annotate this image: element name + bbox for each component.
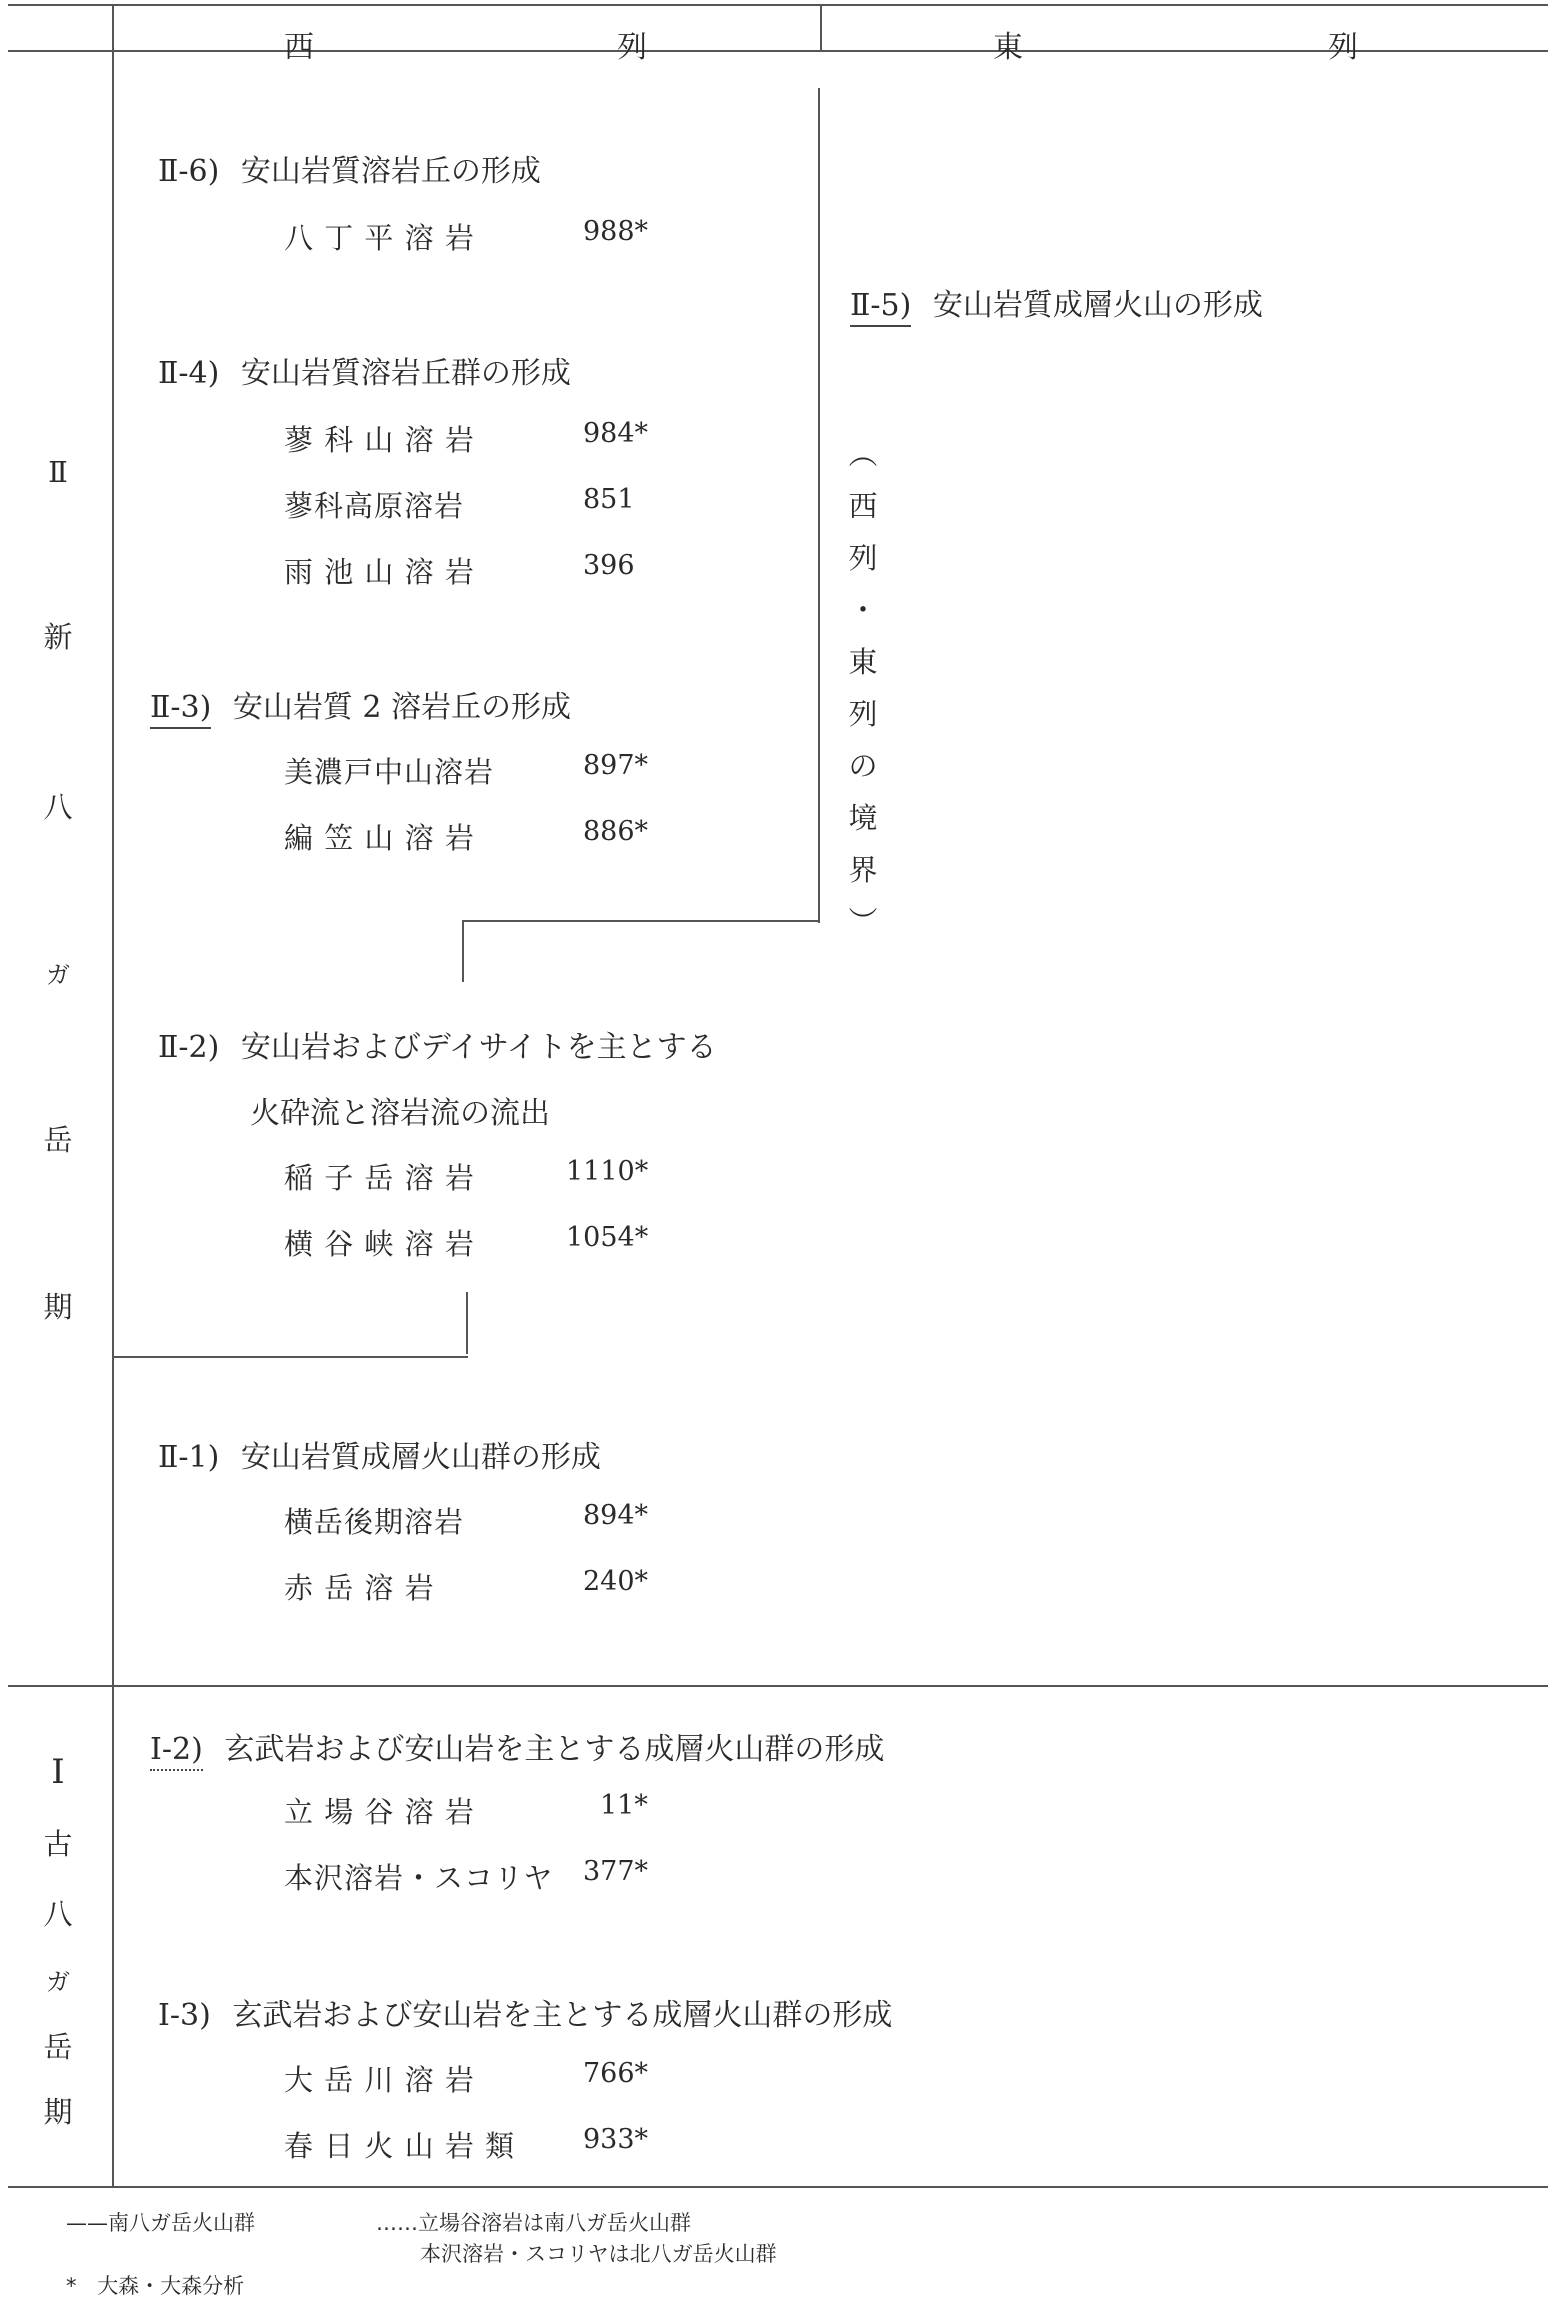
group-ii1-heading <box>158 1432 601 1476</box>
lava-value: 894* <box>583 1500 649 1531</box>
group-code: Ⅱ-3) <box>150 690 211 729</box>
legend-solid-text: 南八ガ岳火山群 <box>108 2211 255 2235</box>
lava-value: 11* <box>600 1790 648 1821</box>
legend-dotted <box>376 2207 691 2237</box>
group-code: Ⅱ-2) <box>158 1030 220 1065</box>
group-ii6-heading <box>158 146 541 190</box>
lava-value: 933* <box>583 2124 649 2155</box>
group-code: Ⅱ-6) <box>158 154 220 189</box>
lava-name: 八 丁 平 溶 岩 <box>284 221 475 255</box>
group-title: 安山岩質溶岩丘群の形成 <box>240 356 571 391</box>
lava-name: 横岳後期溶岩 <box>284 1505 465 1539</box>
group-title: 玄武岩および安山岩を主とする成層火山群の形成 <box>224 1732 885 1767</box>
group-ii2-heading <box>158 1022 717 1066</box>
period-divider-border <box>8 1685 1548 1687</box>
period-ii-char: 新 <box>43 620 73 654</box>
lava-value: 988* <box>583 216 649 247</box>
boundary-char: 境 <box>848 801 878 835</box>
lava-name: 編 笠 山 溶 岩 <box>284 821 475 855</box>
header-column-divider <box>820 4 822 52</box>
legend-asterisk <box>66 2270 244 2300</box>
legend-dotted-marker: …… <box>376 2211 418 2235</box>
lava-name: 蓼 科 山 溶 岩 <box>284 423 475 457</box>
group-title: 安山岩およびデイサイトを主とする <box>240 1030 717 1065</box>
lava-value: 396 <box>583 550 635 581</box>
lava-value: 984* <box>583 418 649 449</box>
legend-dotted-text-2: 本沢溶岩・スコリヤは北八ガ岳火山群 <box>420 2242 777 2266</box>
group-ii2-title-line2: 火砕流と溶岩流の流出 <box>250 1096 550 1131</box>
period-i-char: 古 <box>43 1827 73 1861</box>
header-east-2: 列 <box>1328 30 1360 65</box>
boundary-char: 列 <box>848 697 878 731</box>
table-bottom-border <box>8 2186 1548 2188</box>
group-title: 安山岩質成層火山群の形成 <box>240 1440 601 1475</box>
group-i2-heading <box>150 1724 884 1768</box>
lava-value: 766* <box>583 2058 649 2089</box>
lava-name: 蓼科高原溶岩 <box>284 489 465 523</box>
lava-name: 雨 池 山 溶 岩 <box>284 555 475 589</box>
legend-solid-marker: —— <box>66 2211 108 2235</box>
header-east-1: 東 <box>993 30 1025 65</box>
period-ii-roman: Ⅱ <box>48 455 68 489</box>
header-bottom-border <box>8 50 1548 52</box>
period-i-char: ガ <box>46 1968 70 1996</box>
group-ii5-heading <box>850 280 1263 324</box>
west-region-right-line <box>818 88 820 923</box>
lava-name: 美濃戸中山溶岩 <box>284 755 495 789</box>
lava-name: 大 岳 川 溶 岩 <box>284 2063 475 2097</box>
lava-value: 851 <box>583 484 635 515</box>
connector-vertical-lower <box>466 1292 468 1354</box>
lava-value: 897* <box>583 750 649 781</box>
boundary-char: ︶ <box>848 905 878 939</box>
period-ii-char: 期 <box>43 1290 73 1324</box>
connector-vertical-upper <box>462 920 464 982</box>
west-region-left-line <box>112 88 114 1360</box>
group-title: 安山岩質 2 溶岩丘の形成 <box>232 690 572 725</box>
group-code: Ⅰ-2) <box>150 1732 203 1771</box>
header-west-2: 列 <box>617 30 649 65</box>
group-code: Ⅱ-1) <box>158 1440 220 1475</box>
period-i-char: 期 <box>43 2095 73 2129</box>
boundary-char: 界 <box>848 853 878 887</box>
legend-solid <box>66 2207 255 2237</box>
boundary-char: ・ <box>848 593 878 627</box>
header-west-1: 西 <box>284 30 316 65</box>
lava-value: 240* <box>583 1566 649 1597</box>
boundary-char: 西 <box>848 489 878 523</box>
legend-dotted-text-1: 立場谷溶岩は南八ガ岳火山群 <box>418 2211 691 2235</box>
lava-value: 1110* <box>566 1156 649 1187</box>
group-ii3-heading <box>150 682 571 726</box>
group-title: 玄武岩および安山岩を主とする成層火山群の形成 <box>232 1998 893 2033</box>
legend-asterisk-text: 大森・大森分析 <box>97 2274 245 2298</box>
period-i-roman: Ⅰ <box>51 1752 65 1792</box>
lava-name: 立 場 谷 溶 岩 <box>284 1795 475 1829</box>
lava-value: 1054* <box>566 1222 649 1253</box>
group-ii4-heading <box>158 348 571 392</box>
period-ii-char: 岳 <box>43 1123 73 1157</box>
lava-name: 春 日 火 山 岩 類 <box>284 2129 516 2163</box>
lava-value: 377* <box>583 1856 649 1887</box>
period-ii-char: 八 <box>43 790 73 824</box>
legend-asterisk-mark: * <box>66 2274 77 2298</box>
connector-horizontal-lower <box>112 1356 468 1358</box>
group-title: 安山岩質成層火山の形成 <box>932 288 1263 323</box>
lava-name: 赤 岳 溶 岩 <box>284 1571 435 1605</box>
boundary-char: 列 <box>848 541 878 575</box>
boundary-char: 東 <box>848 645 878 679</box>
group-code: Ⅰ-3) <box>158 1998 211 2033</box>
lava-value: 886* <box>583 816 649 847</box>
west-region-bottom-line <box>462 920 820 922</box>
boundary-char: の <box>848 749 878 783</box>
group-code: Ⅱ-5) <box>850 288 911 327</box>
period-i-char: 八 <box>43 1897 73 1931</box>
boundary-vertical-label <box>843 428 883 948</box>
group-title: 安山岩質溶岩丘の形成 <box>240 154 541 189</box>
period-i-char: 岳 <box>43 2030 73 2064</box>
lava-name: 稲 子 岳 溶 岩 <box>284 1161 475 1195</box>
group-i3-heading <box>158 1990 892 2034</box>
lava-name: 横 谷 峡 溶 岩 <box>284 1227 475 1261</box>
period-ii-char: ガ <box>46 961 70 989</box>
table-top-border <box>8 4 1548 6</box>
group-code: Ⅱ-4) <box>158 356 220 391</box>
lava-name: 本沢溶岩・スコリヤ <box>284 1861 554 1895</box>
boundary-char: ︵ <box>848 437 878 471</box>
